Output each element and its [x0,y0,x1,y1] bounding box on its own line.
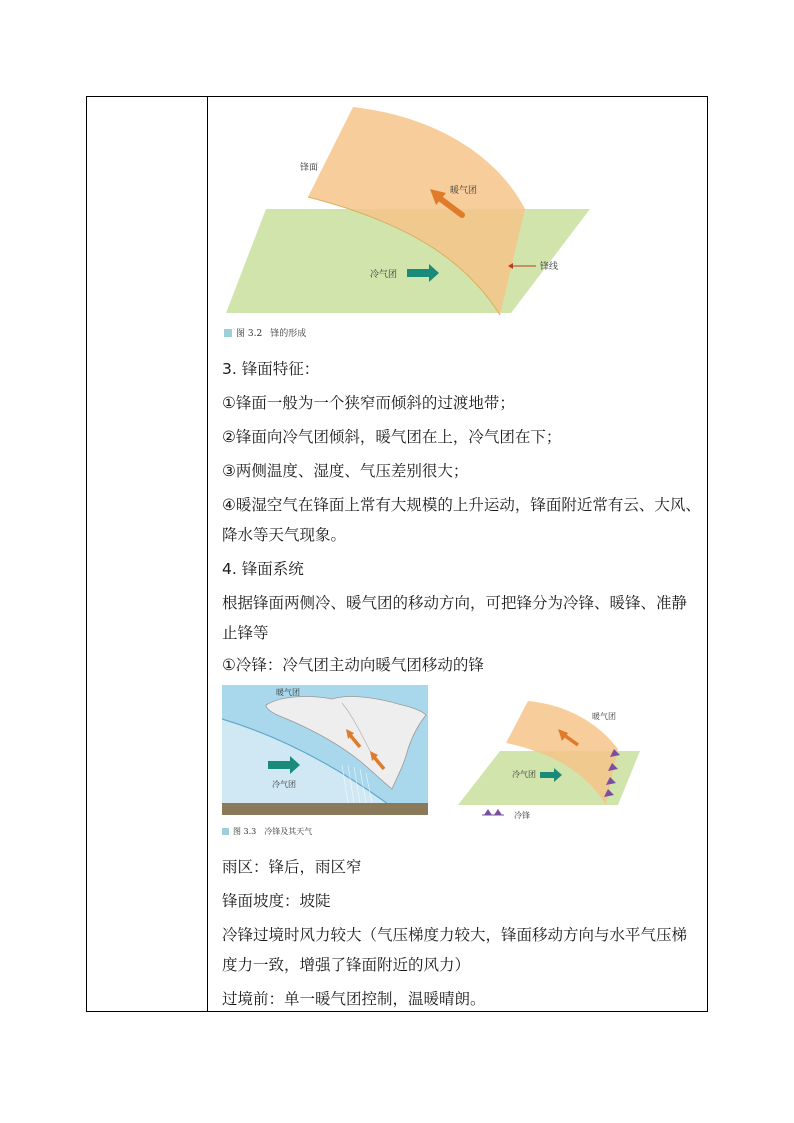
cold-front-cross-section [222,685,428,815]
right-label-cold-mass: 冷气团 [512,770,536,779]
front-formation-diagram [208,97,708,327]
legend-label-cold-front: 冷锋 [514,811,530,820]
note-before-passage: 过境前：单一暖气团控制，温暖晴朗。 [222,990,486,1008]
section-3-heading: 3. 锋面特征： [222,360,320,378]
caption-text: 冷锋及其天气 [264,827,313,836]
caption-marker [222,828,229,835]
feature-item-4: ④暖湿空气在锋面上常有大规模的上升运动，锋面附近常有云、大风、 [222,496,701,514]
feature-item-1: ①锋面一般为一个狭窄而倾斜的过渡地带； [222,394,515,412]
caption-number: 图 3.3 [233,827,257,836]
caption-marker [224,329,232,337]
figure-caption-3-2 [224,326,306,339]
cold-front-definition: ①冷锋：冷气团主动向暖气团移动的锋 [222,656,484,674]
label-warm-mass: 暖气团 [450,186,478,196]
content-cell [208,97,707,1011]
note-wind-2: 度力一致，增强了锋面附近的风力） [222,956,471,974]
legend-cold-front-icon [482,809,504,815]
note-rain-area: 雨区：锋后，雨区窄 [222,858,362,876]
feature-item-3: ③两侧温度、湿度、气压差别很大； [222,462,469,480]
caption-text: 锋的形成 [270,329,307,339]
left-label-cold-mass: 冷气团 [272,780,296,789]
label-front-line: 锋线 [540,262,559,272]
right-label-warm-mass: 暖气团 [592,712,616,721]
feature-item-4-cont: 降水等天气现象。 [222,526,347,544]
note-wind-1: 冷锋过境时风力较大（气压梯度力较大，锋面移动方向与水平气压梯 [222,926,688,944]
caption-number: 图 3.2 [236,329,263,339]
label-front-surface: 锋面 [300,163,319,173]
label-cold-mass: 冷气团 [370,270,398,280]
content-table [86,96,708,1012]
section-4-intro-2: 止锋等 [222,624,269,642]
section-4-intro-1: 根据锋面两侧冷、暖气团的移动方向，可把锋分为冷锋、暖锋、准静 [222,594,688,612]
note-slope: 锋面坡度：坡陡 [222,892,331,910]
cold-front-3d-diagram [458,693,648,823]
section-4-heading: 4. 锋面系统 [222,560,304,578]
left-label-warm-mass: 暖气团 [276,688,300,697]
feature-item-2: ②锋面向冷气团倾斜，暖气团在上，冷气团在下； [222,428,562,446]
figure-caption-3-3 [222,826,312,837]
